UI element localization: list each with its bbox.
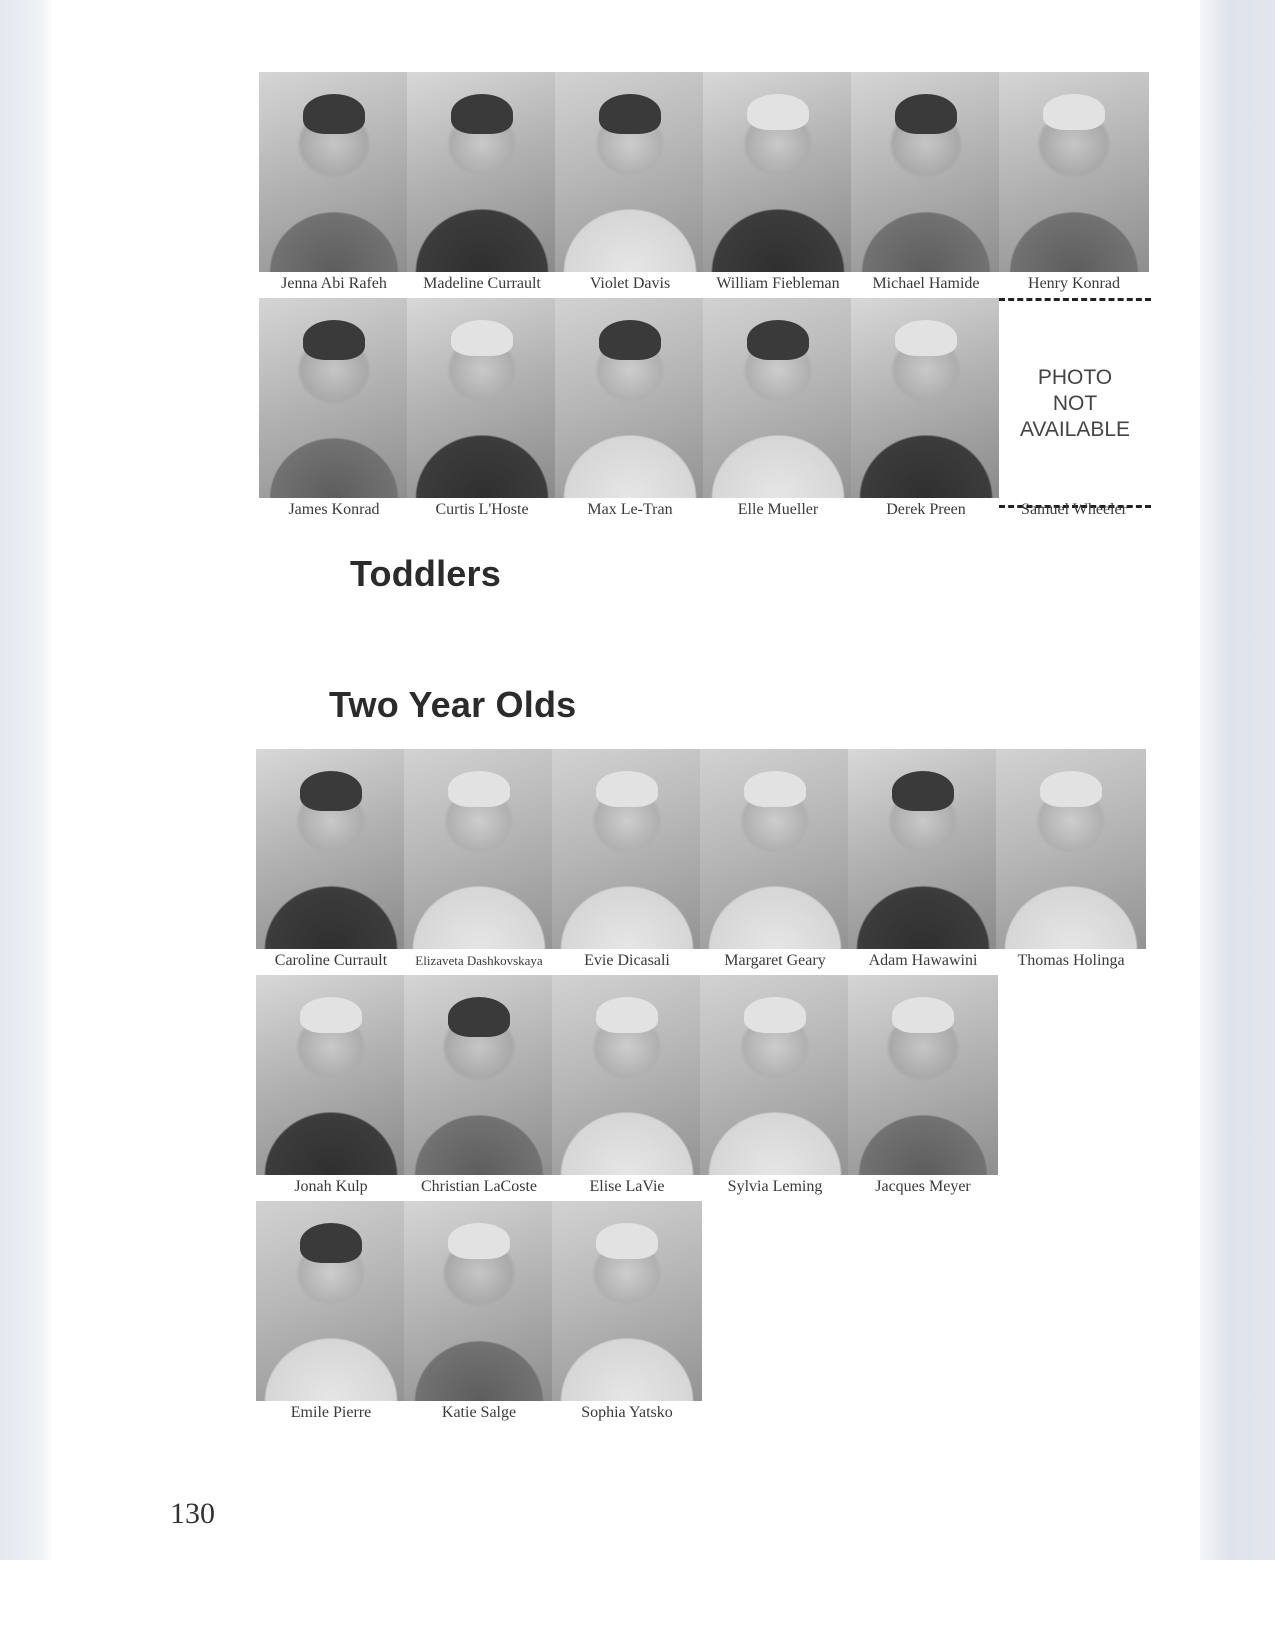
student-photo xyxy=(851,298,1001,498)
student-card xyxy=(256,1201,408,1427)
student-card xyxy=(999,72,1151,298)
student-photo xyxy=(259,72,409,272)
student-name: Evie Dicasali xyxy=(584,952,670,969)
student-card xyxy=(851,298,1003,524)
student-card xyxy=(996,749,1148,975)
student-name: Derek Preen xyxy=(886,501,966,518)
student-name: Violet Davis xyxy=(589,275,671,292)
student-photo xyxy=(996,749,1146,949)
student-card xyxy=(256,749,408,975)
student-photo xyxy=(404,749,554,949)
student-card xyxy=(700,975,852,1201)
student-card xyxy=(999,298,1151,524)
student-card xyxy=(404,1201,556,1427)
student-card xyxy=(555,72,707,298)
student-name: Margaret Geary xyxy=(724,952,826,969)
scan-right-edge xyxy=(1200,0,1275,1560)
student-name: Christian LaCoste xyxy=(421,1178,537,1195)
student-name: William Fiebleman xyxy=(716,275,840,292)
student-photo xyxy=(552,1201,702,1401)
student-photo xyxy=(256,1201,406,1401)
student-card xyxy=(552,749,704,975)
student-name: Adam Hawawini xyxy=(868,952,978,969)
student-photo xyxy=(999,72,1149,272)
student-photo xyxy=(700,749,850,949)
student-photo xyxy=(256,975,406,1175)
student-name: Samuel Wheeler xyxy=(1021,501,1127,518)
student-photo xyxy=(407,298,557,498)
student-photo xyxy=(848,975,998,1175)
student-name: Michael Hamide xyxy=(872,275,980,292)
scan-left-edge xyxy=(0,0,55,1560)
student-photo xyxy=(407,72,557,272)
student-photo xyxy=(256,749,406,949)
student-name: Madeline Currault xyxy=(423,275,541,292)
scan-bottom-edge xyxy=(0,1560,1275,1650)
student-photo xyxy=(259,298,409,498)
section-title-toddlers: Toddlers xyxy=(350,553,501,594)
student-name: Jonah Kulp xyxy=(294,1178,368,1195)
student-photo xyxy=(555,72,705,272)
student-name: Katie Salge xyxy=(441,1404,517,1421)
student-name: Curtis L'Hoste xyxy=(435,501,529,518)
student-name: Max Le-Tran xyxy=(587,501,673,518)
student-name: Jacques Meyer xyxy=(875,1178,971,1195)
student-photo xyxy=(703,72,853,272)
student-name: Sophia Yatsko xyxy=(581,1404,673,1421)
student-name: James Konrad xyxy=(288,501,380,518)
student-card xyxy=(552,975,704,1201)
student-photo xyxy=(404,1201,554,1401)
student-photo xyxy=(703,298,853,498)
student-name: Caroline Currault xyxy=(274,952,388,969)
student-card xyxy=(555,298,707,524)
student-name: Elizaveta Dashkovskaya xyxy=(415,953,543,968)
student-name: Thomas Holinga xyxy=(1017,952,1125,969)
student-name: Elle Mueller xyxy=(737,501,819,518)
student-photo xyxy=(555,298,705,498)
student-card xyxy=(259,72,411,298)
student-photo xyxy=(404,975,554,1175)
photo-not-available-box xyxy=(999,298,1151,508)
student-name: Emile Pierre xyxy=(290,1404,372,1421)
student-photo xyxy=(552,975,702,1175)
page-number: 130 xyxy=(170,1497,215,1530)
student-card xyxy=(552,1201,704,1427)
student-photo xyxy=(851,72,1001,272)
student-card xyxy=(700,749,852,975)
student-card xyxy=(848,975,1000,1201)
student-card xyxy=(703,298,855,524)
student-card xyxy=(404,975,556,1201)
student-name: Elise LaVie xyxy=(589,1178,665,1195)
student-card xyxy=(256,975,408,1201)
photo-not-available-text: PHOTO NOT AVAILABLE xyxy=(1019,366,1131,441)
student-card xyxy=(259,298,411,524)
student-photo xyxy=(700,975,850,1175)
student-name: Henry Konrad xyxy=(1028,275,1120,292)
student-card xyxy=(407,72,559,298)
student-name: Jenna Abi Rafeh xyxy=(281,275,387,292)
student-card xyxy=(848,749,1000,975)
student-card xyxy=(703,72,855,298)
student-photo xyxy=(552,749,702,949)
student-card xyxy=(851,72,1003,298)
section-title-two-year-olds: Two Year Olds xyxy=(329,684,577,725)
student-photo xyxy=(848,749,998,949)
student-card xyxy=(404,749,556,975)
student-card xyxy=(407,298,559,524)
student-name: Sylvia Leming xyxy=(727,1178,823,1195)
